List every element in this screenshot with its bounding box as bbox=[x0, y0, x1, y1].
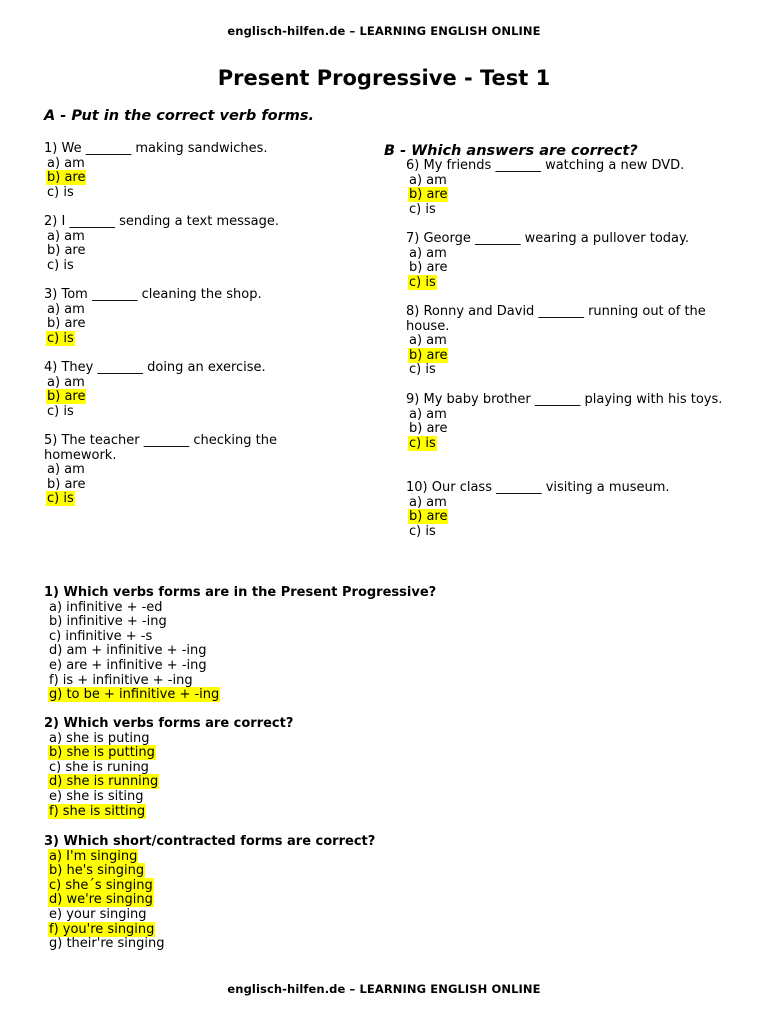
answer-option: f) is + infinitive + -ing bbox=[49, 672, 193, 688]
answer-option-correct: b) are bbox=[409, 347, 448, 363]
question-item bbox=[44, 288, 294, 346]
question-text: 8) Ronny and David _______ running out of the house. bbox=[406, 304, 710, 334]
answer-option: a) am bbox=[409, 245, 447, 261]
answer-option-correct: g) to be + infinitive + -ing bbox=[49, 687, 220, 703]
question-text: 6) My friends _______ watching a new DVD. bbox=[406, 158, 685, 173]
answer-option-correct: b) are bbox=[409, 509, 448, 525]
question-item bbox=[44, 717, 544, 819]
question-text: 1) We _______ making sandwiches. bbox=[44, 141, 268, 156]
question-item bbox=[406, 232, 726, 290]
answer-option: b) are bbox=[409, 260, 448, 276]
question-text: 2) Which verbs forms are correct? bbox=[44, 716, 294, 731]
answer-option-correct: c) is bbox=[409, 274, 436, 290]
answer-option: a) am bbox=[409, 494, 447, 510]
answer-option: b) are bbox=[409, 421, 448, 437]
answer-option: g) their're singing bbox=[49, 936, 165, 952]
answer-option: a) she is puting bbox=[49, 730, 150, 746]
answer-option-correct: b) are bbox=[47, 170, 86, 186]
answer-option: e) she is siting bbox=[49, 788, 144, 804]
answer-option-correct: f) she is sitting bbox=[49, 803, 146, 819]
answer-option-correct: d) she is running bbox=[49, 774, 159, 790]
question-text: 7) George _______ wearing a pullover today. bbox=[406, 231, 689, 246]
section-b-heading: B - Which answers are correct? bbox=[384, 143, 638, 159]
answer-option-correct: f) you're singing bbox=[49, 921, 155, 937]
question-text: 4) They _______ doing an exercise. bbox=[44, 360, 266, 375]
answer-option: a) am bbox=[409, 333, 447, 349]
question-text: 9) My baby brother _______ playing with his toys. bbox=[406, 392, 723, 407]
section-a-heading: A - Put in the correct verb forms. bbox=[44, 108, 315, 124]
page-header: englisch-hilfen.de – LEARNING ENGLISH ONLINE bbox=[227, 24, 541, 38]
answer-option-correct: b) he's singing bbox=[49, 863, 145, 879]
answer-option-correct: c) is bbox=[47, 330, 74, 346]
question-item bbox=[44, 835, 544, 952]
answer-option-correct: c) is bbox=[47, 491, 74, 507]
question-text: 2) I _______ sending a text message. bbox=[44, 214, 280, 229]
answer-option: e) are + infinitive + -ing bbox=[49, 657, 207, 673]
question-item bbox=[406, 393, 726, 451]
question-item bbox=[44, 215, 294, 273]
question-item bbox=[44, 434, 294, 507]
question-text: 10) Our class _______ visiting a museum. bbox=[406, 480, 670, 495]
question-item bbox=[44, 586, 544, 703]
question-item bbox=[406, 481, 726, 539]
answer-option: b) are bbox=[47, 316, 86, 332]
answer-option: d) am + infinitive + -ing bbox=[49, 643, 207, 659]
answer-option: c) is bbox=[409, 362, 436, 378]
answer-option: c) is bbox=[47, 403, 74, 419]
answer-option: b) are bbox=[47, 476, 86, 492]
answer-option: e) your singing bbox=[49, 906, 147, 922]
answer-option-correct: b) are bbox=[47, 389, 86, 405]
question-text: 1) Which verbs forms are in the Present Progressive? bbox=[44, 585, 437, 600]
answer-option: c) she is runing bbox=[49, 759, 149, 775]
question-item bbox=[44, 142, 294, 200]
answer-option: c) is bbox=[47, 257, 74, 273]
answer-option: c) is bbox=[409, 523, 436, 539]
answer-option-correct: c) is bbox=[409, 435, 436, 451]
page-title: Present Progressive - Test 1 bbox=[217, 66, 551, 90]
answer-option-correct: d) we're singing bbox=[49, 892, 153, 908]
question-text: 3) Tom _______ cleaning the shop. bbox=[44, 287, 262, 302]
answer-option: c) is bbox=[47, 184, 74, 200]
question-item bbox=[406, 305, 726, 378]
answer-option: a) am bbox=[47, 462, 85, 478]
question-text: 3) Which short/contracted forms are correct? bbox=[44, 834, 376, 849]
answer-option-correct: c) she´s singing bbox=[49, 877, 153, 893]
question-item bbox=[44, 361, 294, 419]
answer-option: a) am bbox=[47, 155, 85, 171]
page-footer: englisch-hilfen.de – LEARNING ENGLISH ONLINE bbox=[227, 982, 541, 996]
answer-option-correct: a) I'm singing bbox=[49, 848, 138, 864]
answer-option: b) infinitive + -ing bbox=[49, 614, 167, 630]
answer-option-correct: b) she is putting bbox=[49, 745, 155, 761]
answer-option-correct: b) are bbox=[409, 187, 448, 203]
question-item bbox=[406, 159, 726, 217]
answer-option: a) infinitive + -ed bbox=[49, 599, 163, 615]
answer-option: b) are bbox=[47, 243, 86, 259]
answer-option: c) is bbox=[409, 201, 436, 217]
answer-option: a) am bbox=[409, 406, 447, 422]
question-text: 5) The teacher _______ checking the homework. bbox=[44, 433, 282, 463]
answer-option: a) am bbox=[47, 374, 85, 390]
answer-option: c) infinitive + -s bbox=[49, 628, 153, 644]
answer-option: a) am bbox=[47, 228, 85, 244]
answer-option: a) am bbox=[47, 301, 85, 317]
answer-option: a) am bbox=[409, 172, 447, 188]
